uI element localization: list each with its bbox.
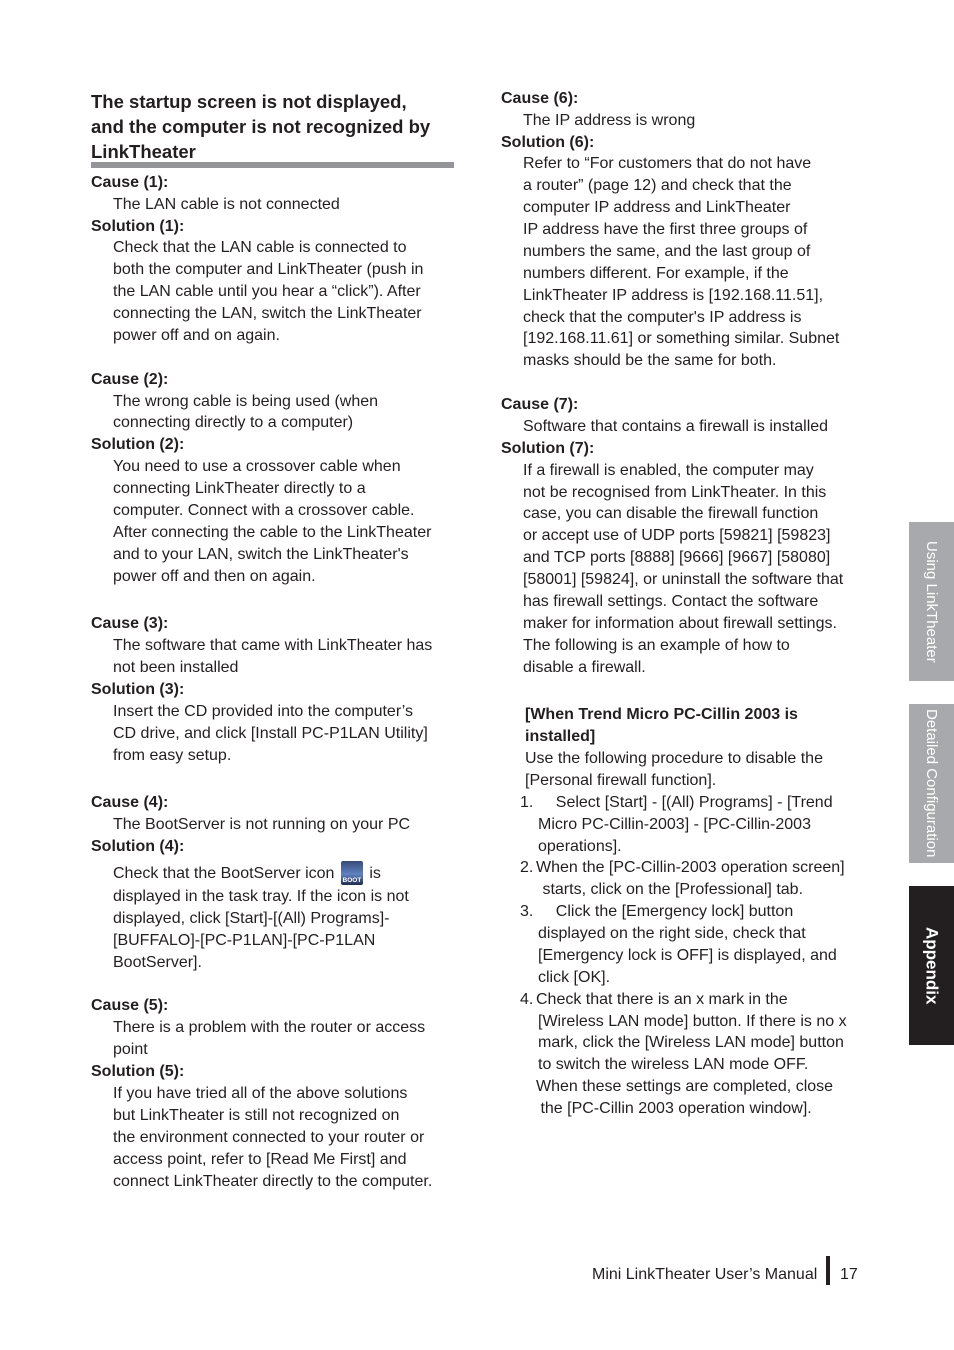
side-tab-detailed-configuration <box>909 704 954 863</box>
solution-1-text: power off and on again. <box>113 327 280 344</box>
heading-line: and the computer is not recognized by <box>91 116 431 137</box>
cause-4-text: The BootServer is not running on your PC <box>113 816 411 833</box>
solution-2-text: connecting LinkTheater directly to a <box>113 480 366 497</box>
solution-4-text: BootServer]. <box>113 954 202 971</box>
solution-5-text: access point, refer to [Read Me First] and <box>113 1151 407 1168</box>
cause-7-text: Software that contains a firewall is installed <box>523 418 829 435</box>
solution-2-text: power off and then on again. <box>113 568 316 585</box>
step-4-number: 4. <box>520 991 534 1008</box>
solution-5-label: Solution (5): <box>91 1063 185 1080</box>
step-3-text: [Emergency lock is OFF] is displayed, and <box>538 947 837 964</box>
cause-5-text: There is a problem with the router or access <box>113 1019 426 1036</box>
cause-6-label: Cause (6): <box>501 90 579 107</box>
step-2-text: starts, click on the [Professional] tab. <box>538 881 804 898</box>
solution-6-text: [192.168.11.61] or something similar. Subnet <box>523 330 840 347</box>
section-heading <box>91 89 456 164</box>
solution-1-text: connecting the LAN, switch the LinkTheater <box>113 305 422 322</box>
cause-5-text: point <box>113 1041 148 1058</box>
solution-6-text: LinkTheater IP address is [192.168.11.51], <box>523 287 824 304</box>
cause-1-label: Cause (1): <box>91 174 169 191</box>
cause-1-text: The LAN cable is not connected <box>113 196 340 213</box>
solution-7-text: The following is an example of how to <box>523 637 790 654</box>
solution-6-text: masks should be the same for both. <box>523 352 777 369</box>
bootserver-icon-label: BOOT <box>342 877 362 884</box>
side-tab-label: Using LinkTheater <box>923 540 940 663</box>
side-tab-label: Appendix <box>922 926 942 1005</box>
solution-3-text: CD drive, and click [Install PC-P1LAN Utility] <box>113 725 428 742</box>
bootserver-icon <box>341 861 363 885</box>
solution-1-text: both the computer and LinkTheater (push in <box>113 261 424 278</box>
solution-3-label: Solution (3): <box>91 681 185 698</box>
side-tab-using-linktheater <box>909 522 954 681</box>
cause-3-text: not been installed <box>113 659 239 676</box>
solution-4-text: displayed, click [Start]-[(All) Programs]- <box>113 910 390 927</box>
step-4-text: to switch the wireless LAN mode OFF. <box>538 1056 809 1073</box>
trend-intro: Use the following procedure to disable the <box>525 750 823 767</box>
solution-5-text: connect LinkTheater directly to the computer. <box>113 1173 433 1190</box>
solution-4-text: [BUFFALO]-[PC-P1LAN]-[PC-P1LAN <box>113 932 376 949</box>
step-3-text: displayed on the right side, check that <box>538 925 806 942</box>
cause-4-label: Cause (4): <box>91 794 169 811</box>
solution-7-text: disable a firewall. <box>523 659 646 676</box>
cause-2-label: Cause (2): <box>91 371 169 388</box>
solution-3-text: from easy setup. <box>113 747 232 764</box>
heading-rule <box>91 162 454 168</box>
step-3-text: Click the [Emergency lock] button <box>538 903 794 920</box>
step-4-text: Check that there is an x mark in the <box>536 991 788 1008</box>
cause-3-label: Cause (3): <box>91 615 169 632</box>
solution-4-text: Check that the BootServer icon <box>113 865 335 882</box>
solution-5-text: If you have tried all of the above solutions <box>113 1085 408 1102</box>
solution-7-text: maker for information about firewall settings. <box>523 615 837 632</box>
step-4-text: mark, click the [Wireless LAN mode] button <box>538 1034 844 1051</box>
solution-6-text: numbers the same, and the last group of <box>523 243 811 260</box>
step-1-number: 1. <box>520 794 534 811</box>
solution-7-text: case, you can disable the firewall function <box>523 505 819 522</box>
solution-4-label: Solution (4): <box>91 838 185 855</box>
step-4-text: When these settings are completed, close <box>536 1078 834 1095</box>
solution-2-text: After connecting the cable to the LinkTheater <box>113 524 432 541</box>
solution-6-label: Solution (6): <box>501 134 595 151</box>
side-tab-label: Detailed Configuration <box>923 709 940 858</box>
solution-7-text: If a firewall is enabled, the computer may <box>523 462 814 479</box>
footer-divider <box>826 1256 830 1285</box>
solution-7-text: or accept use of UDP ports [59821] [59823] <box>523 527 831 544</box>
solution-7-text: not be recognised from LinkTheater. In this <box>523 484 827 501</box>
solution-1-text: the LAN cable until you hear a “click”). After <box>113 283 421 300</box>
cause-3-text: The software that came with LinkTheater has <box>113 637 433 654</box>
step-3-text: click [OK]. <box>538 969 611 986</box>
solution-3-text: Insert the CD provided into the computer’s <box>113 703 414 720</box>
footer-manual-title: Mini LinkTheater User’s Manual <box>592 1266 818 1283</box>
solution-6-text: numbers different. For example, if the <box>523 265 789 282</box>
solution-5-text: but LinkTheater is still not recognized on <box>113 1107 400 1124</box>
solution-4-line <box>113 861 381 885</box>
step-4-text: the [PC-Cillin 2003 operation window]. <box>536 1100 812 1117</box>
solution-6-text: computer IP address and LinkTheater <box>523 199 791 216</box>
heading-line: LinkTheater <box>91 141 196 162</box>
trend-heading: [When Trend Micro PC-Cillin 2003 is <box>525 706 798 723</box>
solution-6-text: check that the computer's IP address is <box>523 309 802 326</box>
solution-1-label: Solution (1): <box>91 218 185 235</box>
step-1-text: Micro PC-Cillin-2003] - [PC-Cillin-2003 <box>538 816 811 833</box>
solution-6-text: a router” (page 12) and check that the <box>523 177 792 194</box>
solution-7-text: and TCP ports [8888] [9666] [9667] [58080] <box>523 549 831 566</box>
trend-intro: [Personal firewall function]. <box>525 772 717 789</box>
step-1-text: Select [Start] - [(All) Programs] - [Trend <box>538 794 833 811</box>
solution-1-text: Check that the LAN cable is connected to <box>113 239 407 256</box>
cause-2-text: The wrong cable is being used (when <box>113 393 379 410</box>
step-2-number: 2. <box>520 859 534 876</box>
solution-2-text: and to your LAN, switch the LinkTheater's <box>113 546 409 563</box>
step-4-text: [Wireless LAN mode] button. If there is no x <box>538 1013 847 1030</box>
solution-7-text: [58001] [59824], or uninstall the software that <box>523 571 844 588</box>
step-2-text: When the [PC-Cillin-2003 operation screen] <box>536 859 845 876</box>
step-1-text: operations]. <box>538 838 622 855</box>
heading-line: The startup screen is not displayed, <box>91 91 407 112</box>
solution-2-text: You need to use a crossover cable when <box>113 458 401 475</box>
step-3-number: 3. <box>520 903 534 920</box>
solution-2-text: computer. Connect with a crossover cable. <box>113 502 415 519</box>
solution-4-text: displayed in the task tray. If the icon is not <box>113 888 409 905</box>
solution-6-text: Refer to “For customers that do not have <box>523 155 812 172</box>
cause-7-label: Cause (7): <box>501 396 579 413</box>
solution-7-label: Solution (7): <box>501 440 595 457</box>
cause-5-label: Cause (5): <box>91 997 169 1014</box>
solution-4-text: is <box>369 865 381 882</box>
trend-heading: installed] <box>525 728 596 745</box>
solution-6-text: IP address have the first three groups of <box>523 221 808 238</box>
cause-2-text: connecting directly to a computer) <box>113 414 354 431</box>
cause-6-text: The IP address is wrong <box>523 112 696 129</box>
solution-5-text: the environment connected to your router or <box>113 1129 425 1146</box>
solution-2-label: Solution (2): <box>91 436 185 453</box>
solution-7-text: has firewall settings. Contact the software <box>523 593 819 610</box>
footer-page-number: 17 <box>840 1266 858 1283</box>
side-tab-appendix <box>909 886 954 1045</box>
